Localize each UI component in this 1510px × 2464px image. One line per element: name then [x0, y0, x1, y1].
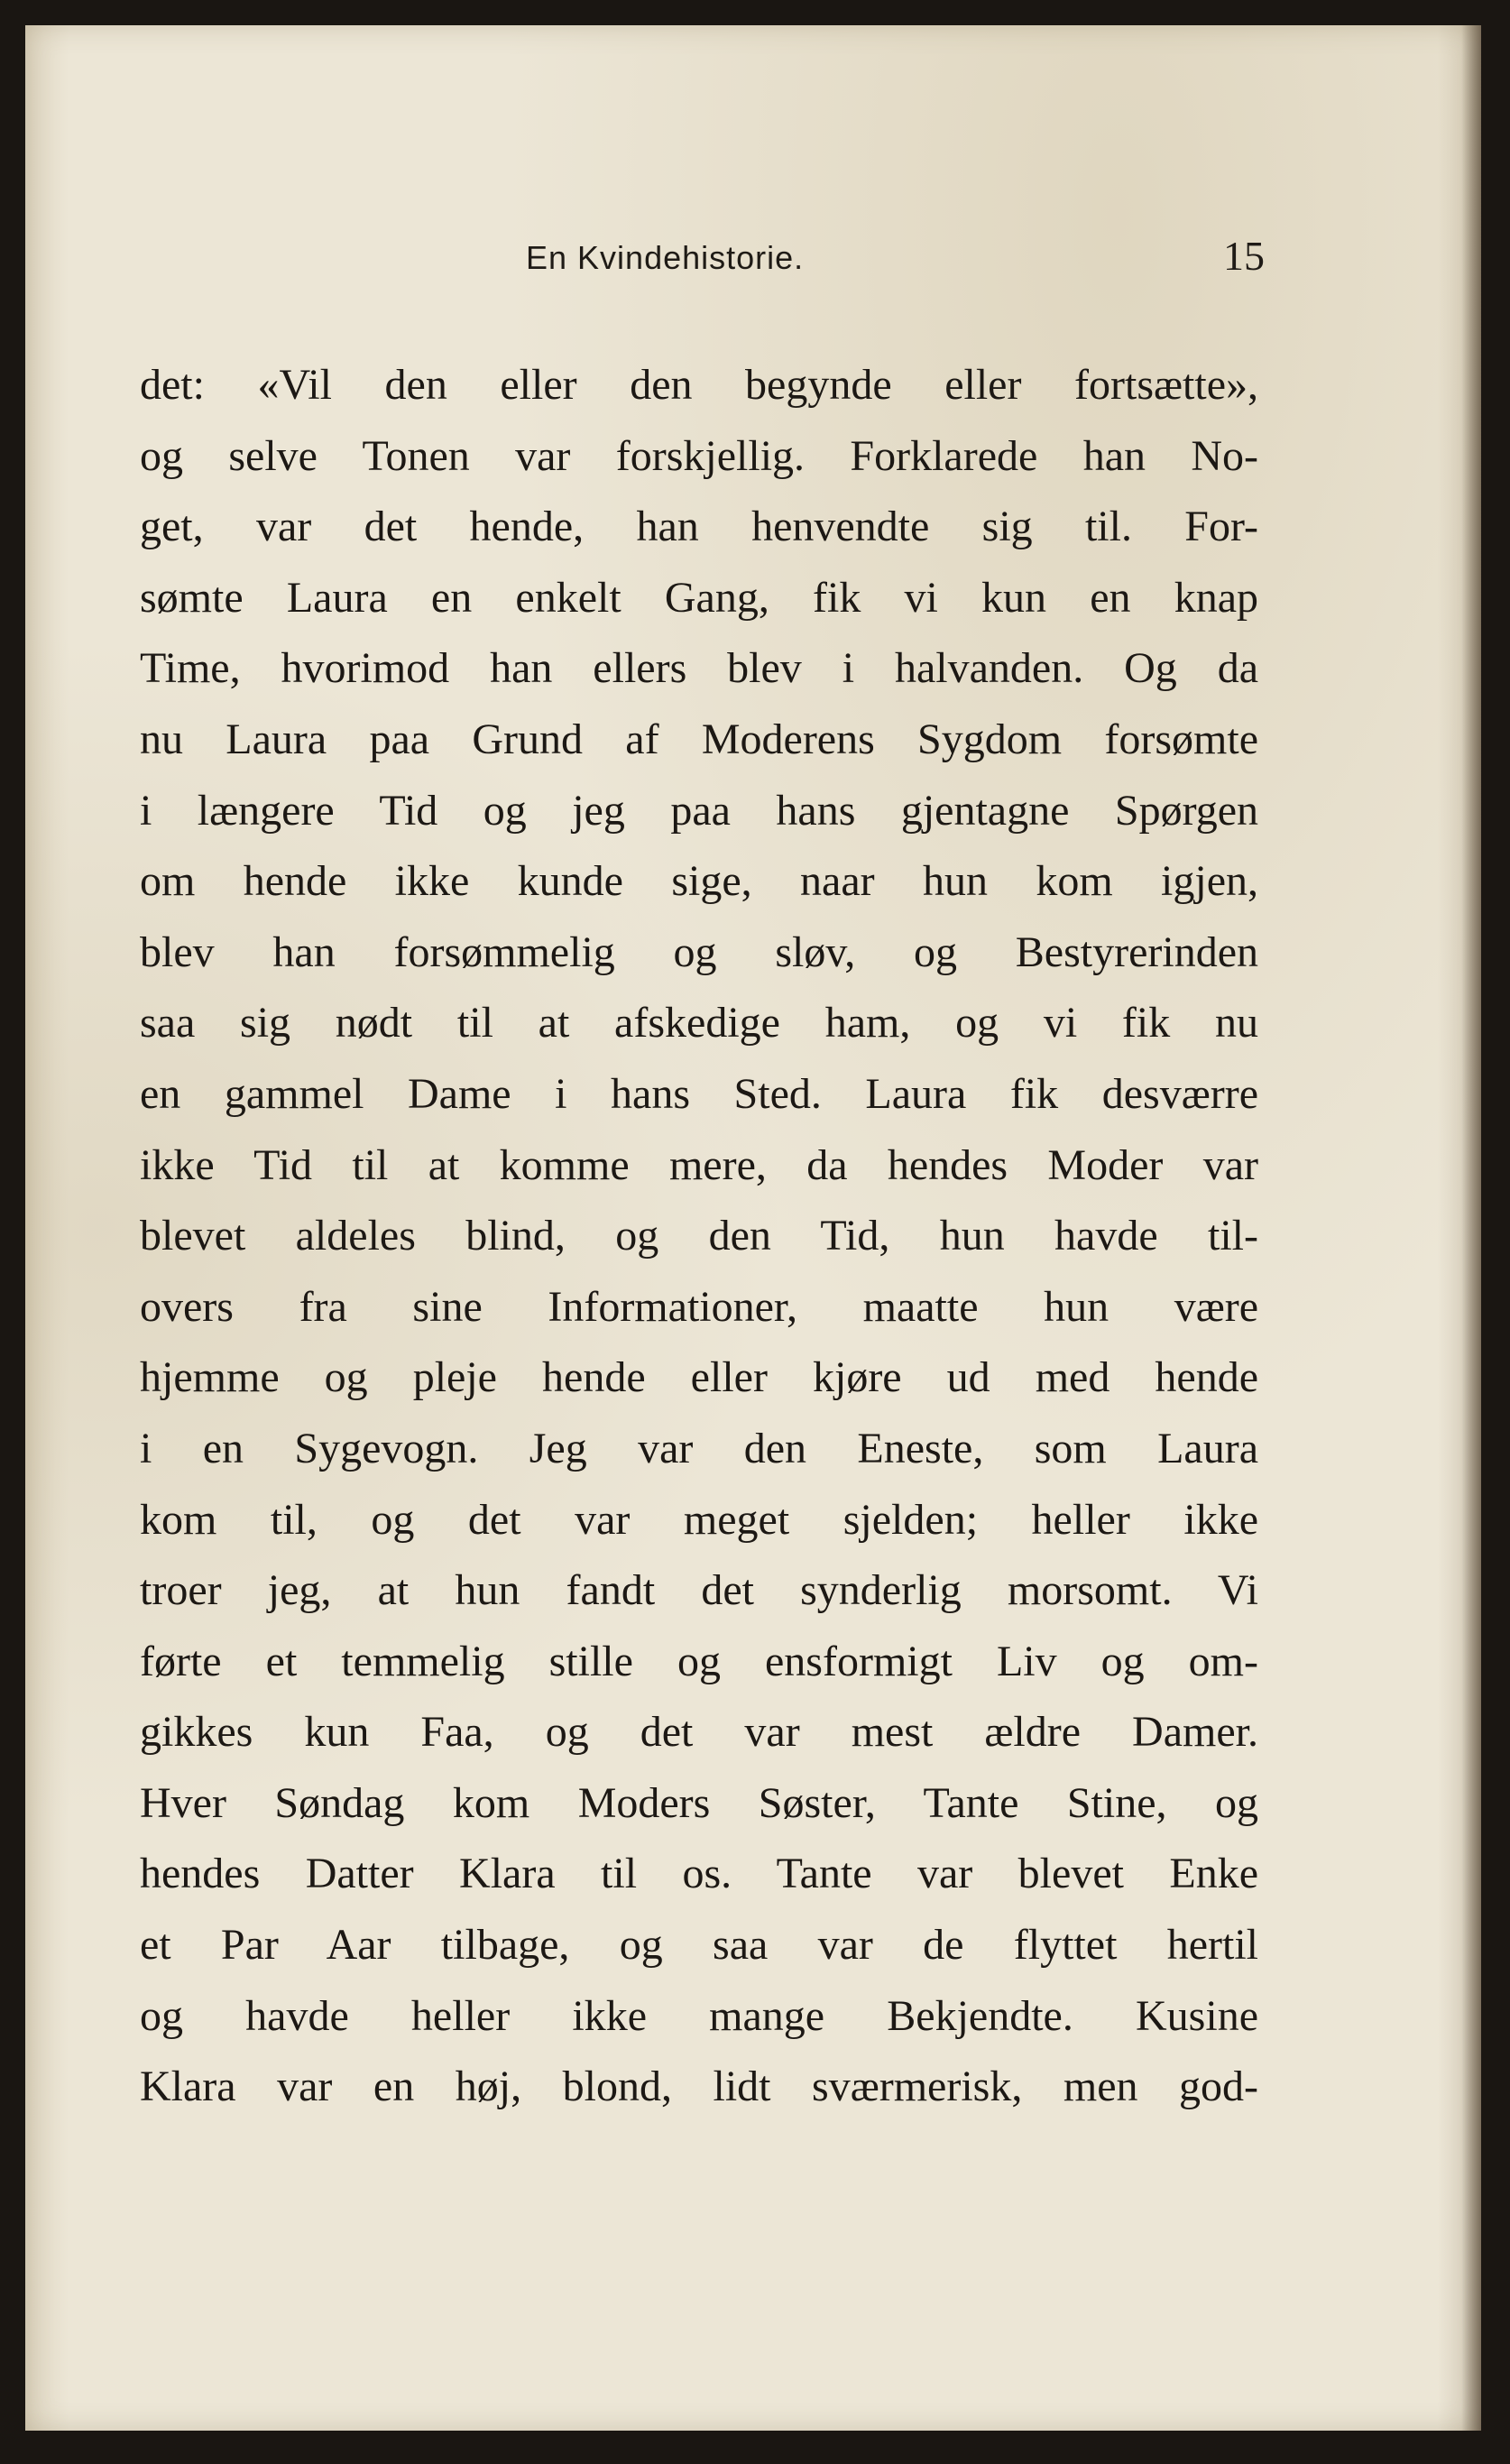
- text-line: gikkes kun Faa, og det var mest ældre Damer.: [140, 1708, 1258, 1757]
- page-header: [25, 219, 1481, 282]
- text-line: ikke Tid til at komme mere, da hendes Moder var: [140, 1140, 1258, 1189]
- text-line: Klara var en høj, blond, lidt sværmerisk, men god-: [140, 2063, 1258, 2111]
- text-line: kom til, og det var meget sjelden; heller ikke: [140, 1495, 1258, 1544]
- text-line: get, var det hende, han henvendte sig til. For-: [140, 503, 1258, 551]
- text-line: hendes Datter Klara til os. Tante var blevet Enke: [140, 1850, 1258, 1898]
- text-line: saa sig nødt til at afskedige ham, og vi fik nu: [140, 999, 1258, 1047]
- text-line: Hver Søndag kom Moders Søster, Tante Stine, og: [140, 1778, 1258, 1827]
- text-line: førte et temmelig stille og ensformigt Liv og om-: [140, 1637, 1258, 1685]
- text-line: nu Laura paa Grund af Moderens Sygdom forsømte: [140, 715, 1258, 763]
- spine-shadow: [1461, 25, 1481, 2431]
- text-line: blev han forsømmelig og sløv, og Bestyrerinden: [140, 927, 1258, 976]
- page-number: 15: [1223, 233, 1265, 279]
- text-line: og selve Tonen var forskjellig. Forklarede han No-: [140, 431, 1258, 480]
- running-title: En Kvindehistorie.: [526, 239, 805, 276]
- text-line: det: «Vil den eller den begynde eller fortsætte»,: [140, 361, 1258, 409]
- text-line: et Par Aar tilbage, og saa var de flyttet hertil: [140, 1921, 1258, 1970]
- text-line: i længere Tid og jeg paa hans gjentagne Spørgen: [140, 786, 1258, 835]
- text-line: sømte Laura en enkelt Gang, fik vi kun en knap: [140, 573, 1258, 622]
- text-line: Time, hvorimod han ellers blev i halvanden. Og da: [140, 644, 1258, 693]
- text-line: blevet aldeles blind, og den Tid, hun havde til-: [140, 1212, 1258, 1260]
- text-line: en gammel Dame i hans Sted. Laura fik desværre: [140, 1069, 1258, 1118]
- text-line: og havde heller ikke mange Bekjendte. Kusine: [140, 1991, 1258, 2040]
- text-line: i en Sygevogn. Jeg var den Eneste, som Laura: [140, 1424, 1258, 1472]
- body-text: [140, 350, 1258, 2123]
- text-line: troer jeg, at hun fandt det synderlig morsomt. Vi: [140, 1566, 1258, 1615]
- text-line: overs fra sine Informationer, maatte hun være: [140, 1282, 1258, 1331]
- text-line: hjemme og pleje hende eller kjøre ud med hende: [140, 1353, 1258, 1402]
- text-line: om hende ikke kunde sige, naar hun kom igjen,: [140, 857, 1258, 906]
- book-page: [25, 25, 1481, 2431]
